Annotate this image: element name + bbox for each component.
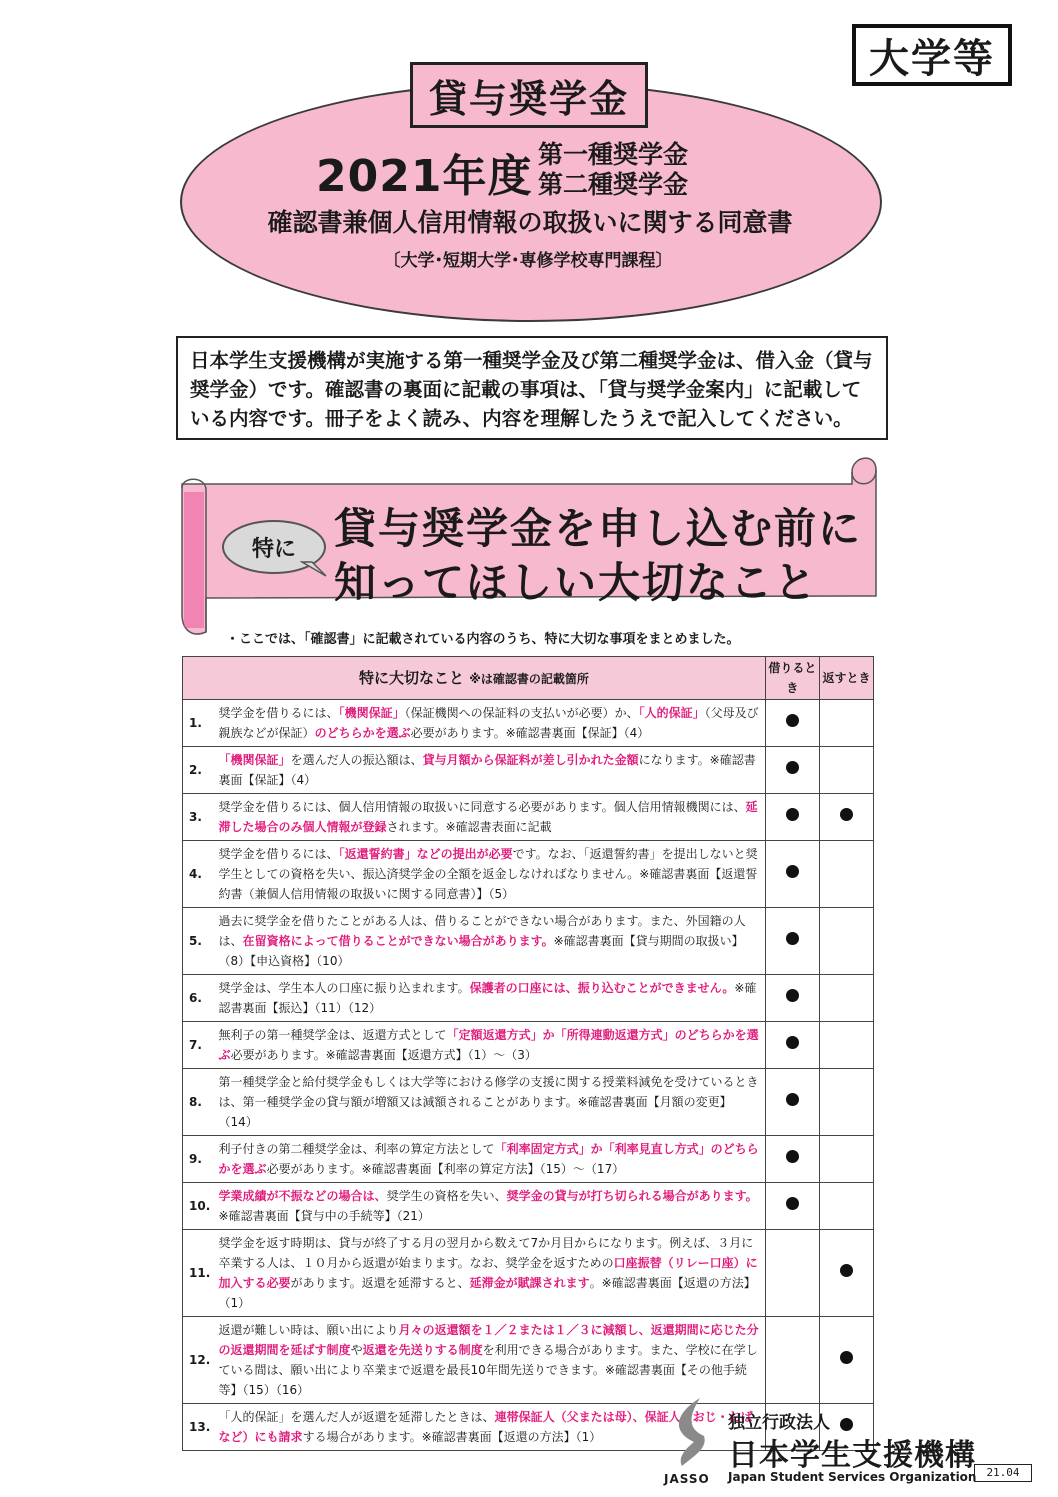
scholarship-type-2: 第二種奨学金 (538, 170, 689, 199)
row-text: 奨学金を借りるには、 (218, 706, 339, 720)
row-text: ※確認書裏面【その他手続等】（15）（16） (218, 1363, 747, 1397)
row-number: 3. (183, 794, 219, 841)
banner-heading-line-1: 貸与奨学金を申し込む前に (334, 504, 863, 553)
row-borrow-cell (765, 794, 819, 841)
highlighted-text: 延滞金が賦課されます (469, 1276, 590, 1290)
row-number: 5. (183, 908, 219, 975)
highlighted-text: 「人的保証」 (638, 706, 705, 720)
row-description (219, 700, 766, 747)
row-text: を選んだ人の振込額は、 (290, 753, 423, 767)
row-return-cell (819, 1183, 873, 1230)
applies-dot-icon (786, 1197, 799, 1210)
row-text: 奨学生の資格を失い、 (386, 1189, 507, 1203)
organization-name: 日本学生支援機構 (728, 1438, 976, 1473)
highlighted-text: 貸与月額から保証料が差し引かれた金額 (422, 753, 639, 767)
row-borrow-cell (765, 1022, 819, 1069)
highlighted-text: 口座振替（リレー口座）に加入する必要 (218, 1256, 758, 1290)
applies-dot-icon (840, 808, 853, 821)
highlighted-text: 「利率固定方式」か「利率見直し方式」のどちらかを選ぶ (218, 1142, 759, 1176)
table-row (183, 747, 874, 794)
highlighted-text: 学業成績が不振などの場合は、 (218, 1189, 387, 1203)
row-return-cell (819, 908, 873, 975)
table-row (183, 1022, 874, 1069)
row-text: 「人的保証」を選んだ人が返還を延滞したときは、 (218, 1410, 495, 1424)
document-code: 21.04 (974, 1464, 1032, 1482)
row-text: ※確認書裏面【返還の方法】（1） (218, 1276, 756, 1310)
row-description (219, 975, 766, 1022)
applies-dot-icon (786, 714, 799, 727)
row-description (219, 841, 766, 908)
row-text: ※確認書裏面【保証】（4） (218, 753, 756, 787)
highlighted-text: 「返還誓約書」などの提出が必要 (338, 847, 513, 861)
speech-bubble: 特に (222, 520, 326, 574)
row-text: （保証機関への保証料の支払いが必要）か、 (404, 706, 639, 720)
scholarship-type-1: 第一種奨学金 (538, 140, 689, 169)
header-return: 返すとき (819, 657, 873, 700)
header-note: ※は確認書の記載箇所 (469, 671, 589, 686)
row-text: ※確認書裏面【貸与期間の取扱い】（8）【申込資格】（10） (218, 934, 744, 968)
row-return-cell (819, 1136, 873, 1183)
table-row (183, 1230, 874, 1317)
fiscal-year: 2021年度 (316, 151, 533, 202)
applies-dot-icon (840, 1264, 853, 1277)
highlighted-text: 「機関保証」 (218, 753, 291, 767)
document-subtitle: 確認書兼個人信用情報の取扱いに関する同意書 (267, 208, 793, 237)
row-text: 無利子の第一種奨学金は、返還方式として (218, 1028, 447, 1042)
row-borrow-cell (765, 908, 819, 975)
applies-dot-icon (786, 761, 799, 774)
highlighted-text: のどちらかを選ぶ (314, 726, 411, 740)
row-return-cell (819, 1069, 873, 1136)
row-text: する場合があります。※確認書裏面【返還の方法】（1） (302, 1430, 602, 1444)
row-borrow-cell (765, 1317, 819, 1404)
row-text: になります。 (638, 753, 710, 767)
row-description (219, 1183, 766, 1230)
applies-dot-icon (786, 865, 799, 878)
header-important-items (183, 657, 766, 700)
row-number: 1. (183, 700, 219, 747)
row-text: 第一種奨学金と給付奨学金もしくは大学等における修学の支援に関する授業料減免を受けているときは、第一種奨学金の貸与額が増額又は減額されることがあります。 (218, 1075, 759, 1109)
row-text: （父母及び親族などが保証） (218, 706, 759, 740)
highlighted-text: 「機関保証」 (338, 706, 405, 720)
row-number: 8. (183, 1069, 219, 1136)
row-number: 7. (183, 1022, 219, 1069)
row-return-cell (819, 1230, 873, 1317)
row-number: 10. (183, 1183, 219, 1230)
row-number: 9. (183, 1136, 219, 1183)
intro-text: ・ここでは、「確認書」に記載されている内容のうち、特に大切な事項をまとめました。 (226, 632, 740, 647)
row-text: また、外国籍の人は、 (218, 914, 746, 948)
table-row (183, 975, 874, 1022)
notice-box: 日本学生支援機構が実施する第一種奨学金及び第二種奨学金は、借入金（貸与奨学金）です。確認書の裏面に記載の事項は、「貸与奨学金案内」に記載している内容です。冊子をよく読み、内容を理解したうえで記入してください。 (176, 336, 888, 440)
row-description (219, 794, 766, 841)
applies-dot-icon (786, 989, 799, 1002)
speech-bubble-tail-icon (300, 560, 328, 580)
highlighted-text: 在留資格によって借りることができない場合があります。 (242, 934, 554, 948)
table-row (183, 1136, 874, 1183)
row-text: 返還が難しい時は、願い出により (218, 1323, 399, 1337)
table-row (183, 794, 874, 841)
scholarship-types (538, 140, 688, 200)
row-return-cell (819, 747, 873, 794)
category-badge: 大学等 (852, 24, 1012, 86)
header-borrow: 借りるとき (765, 657, 819, 700)
banner-heading-line-2: 知ってほしい大切なこと (334, 558, 819, 607)
applies-dot-icon (786, 808, 799, 821)
header-main-label: 特に大切なこと (358, 668, 464, 687)
table-row (183, 1069, 874, 1136)
row-number: 6. (183, 975, 219, 1022)
applies-dot-icon (786, 1093, 799, 1106)
row-number: 11. (183, 1230, 219, 1317)
row-return-cell (819, 1317, 873, 1404)
row-text: があります。返還を延滞すると、 (290, 1276, 470, 1290)
applies-dot-icon (786, 932, 799, 945)
row-return-cell (819, 794, 873, 841)
row-description (219, 747, 766, 794)
row-borrow-cell (765, 975, 819, 1022)
row-borrow-cell (765, 700, 819, 747)
row-return-cell (819, 975, 873, 1022)
table-row (183, 700, 874, 747)
row-text: されます。※確認書表面に記載 (386, 820, 552, 834)
applies-dot-icon (786, 1036, 799, 1049)
highlighted-text: 保護者の口座には、振り込むことができません。 (469, 981, 735, 995)
row-text: ※確認書裏面【貸与中の手続等】（21） (218, 1209, 430, 1223)
highlighted-text: 月々の返還額を１／２または１／３に減額し、返還期間に応じた分の返還期間を延ばす制度 (218, 1323, 759, 1357)
row-text: や (350, 1343, 363, 1357)
highlighted-text: 奨学金の貸与が打ち切られる場合があります。 (506, 1189, 758, 1203)
row-text: また、学校に在学している間は、願い出により卒業まで返還を最長10年間先送りできます。 (218, 1343, 758, 1377)
row-text: 必要があります。※確認書裏面【利率の算定方法】（15）～（17） (266, 1162, 625, 1176)
row-number: 13. (183, 1404, 219, 1451)
row-text: です。なお、「返還誓約書」を提出しないと奨学生としての資格を失い、振込済奨学金の全額を返金しなければなりません。 (218, 847, 758, 881)
row-description (219, 1230, 766, 1317)
table-row (183, 1183, 874, 1230)
table-row (183, 908, 874, 975)
row-description (219, 1317, 766, 1404)
highlighted-text: 連帯保証人（父または母）、保証人（おじ・おばなど）にも請求 (218, 1410, 753, 1444)
table-row (183, 841, 874, 908)
row-text: 必要があります。※確認書裏面【保証】（4） (410, 726, 650, 740)
row-borrow-cell (765, 1230, 819, 1317)
applies-dot-icon (840, 1351, 853, 1364)
jasso-logo-icon (664, 1396, 720, 1468)
row-borrow-cell (765, 747, 819, 794)
organization-type: 独立行政法人 (728, 1413, 830, 1433)
row-text: ※確認書裏面【振込】（11）（12） (218, 981, 757, 1015)
row-text: 必要があります。※確認書裏面【返還方式】（1）～（3） (230, 1048, 537, 1062)
row-text: 奨学金を借りるには、 (218, 847, 339, 861)
row-text: を利用できる場合があります。 (482, 1343, 650, 1357)
row-text: 。 (589, 1276, 602, 1290)
row-description (219, 1136, 766, 1183)
row-borrow-cell (765, 1136, 819, 1183)
row-return-cell (819, 1022, 873, 1069)
row-borrow-cell (765, 841, 819, 908)
row-return-cell (819, 841, 873, 908)
organization-name-english: Japan Student Services Organization (728, 1470, 977, 1484)
document-scope: 〔大学･短期大学･専修学校専門課程〕 (383, 251, 673, 271)
table-body (183, 700, 874, 1451)
row-text: 奨学金を返す時期は、貸与が終了する月の翌月から数えて7か月目からになります。例えば、３月に卒業する人は、１０月から返還が始まります。なお、奨学金を返すための (218, 1236, 754, 1270)
row-number: 12. (183, 1317, 219, 1404)
row-number: 4. (183, 841, 219, 908)
document-title: 貸与奨学金 (410, 62, 648, 128)
row-return-cell (819, 700, 873, 747)
row-text: 奨学金は、学生本人の口座に振り込まれます。 (218, 981, 470, 995)
highlighted-text: 「定額返還方式」か「所得連動返還方式」のどちらかを選ぶ (218, 1028, 759, 1062)
row-text: ※確認書裏面【返還誓約書（兼個人信用情報の取扱いに関する同意書）】（5） (218, 867, 758, 901)
row-text: 奨学金を借りるには、個人信用情報の取扱いに同意する必要があります。個人信用情報機関には、 (218, 800, 746, 814)
row-description (219, 908, 766, 975)
table-header-row (183, 657, 874, 700)
row-description (219, 1069, 766, 1136)
row-description (219, 1022, 766, 1069)
row-text: 過去に奨学金を借りたことがある人は、借りることができない場合があります。 (218, 914, 650, 928)
row-borrow-cell (765, 1069, 819, 1136)
row-borrow-cell (765, 1183, 819, 1230)
row-text: 利子付きの第二種奨学金は、利率の算定方法として (218, 1142, 495, 1156)
highlighted-text: 返還を先送りする制度 (362, 1343, 483, 1357)
highlighted-text: 延滞した場合のみ個人情報が登録 (218, 800, 758, 834)
logo-text: JASSO (664, 1472, 710, 1486)
table-row (183, 1317, 874, 1404)
row-number: 2. (183, 747, 219, 794)
applies-dot-icon (786, 1150, 799, 1163)
important-items-table (182, 656, 874, 1451)
row-text: ※確認書裏面【月額の変更】（14） (218, 1095, 732, 1129)
